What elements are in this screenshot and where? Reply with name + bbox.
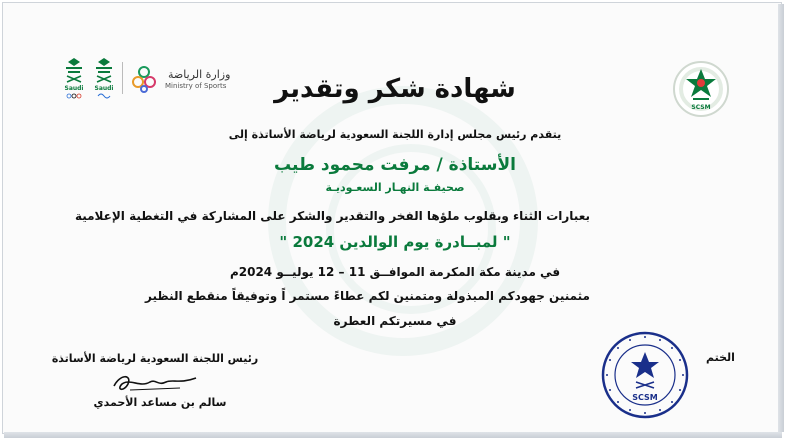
closing-text: في مسيرتكم العطرة: [333, 314, 457, 328]
ministry-name-english: Ministry of Sports: [165, 82, 227, 90]
praise-text: بعبارات الثناء وبقلوب ملؤها الفخر والتقدير والشكر على المشاركة في التغطية الإعلامية: [74, 209, 590, 223]
recipient-name: الأستاذة / مرفت محمود طيب: [274, 155, 516, 175]
stamp-text: SCSM: [632, 393, 658, 402]
intro-text: يتقدم رئيس مجلس إدارة اللجنة السعودية لرياضة الأساتذة إلى: [228, 128, 562, 141]
ministry-of-sports-logo-icon: [128, 62, 160, 94]
svg-text:Saudi: Saudi: [64, 85, 84, 92]
wishes-text: مثمنين جهودكم المبذولة ومتمنين لكم عطاءً مستمر اً وتوفيقاً منقطع النظير: [145, 289, 590, 303]
frame-right-edge: [778, 4, 784, 432]
svg-text:Saudi: Saudi: [94, 85, 114, 92]
scsm-logo-icon: [671, 59, 731, 119]
stamp-label: الختم: [706, 351, 735, 364]
official-stamp-icon: [600, 330, 690, 420]
signatory-name: سالم بن مساعد الأحمدي: [93, 396, 227, 409]
saudi-paralympic-logo-icon: [90, 56, 118, 100]
certificate-title: شهادة شكر وتقدير: [274, 74, 516, 104]
logo-separator: [122, 62, 123, 94]
signatory-title: رئيس اللجنة السعودية لرياضة الأساتذة: [51, 352, 259, 365]
saudi-olympic-logo-icon: [60, 56, 88, 100]
recipient-organization: صحيفـة النهـار السعـوديـة: [325, 181, 465, 194]
ministry-name-arabic: وزارة الرياضة: [168, 68, 231, 81]
event-name: " لمبــادرة يوم الوالدين 2024 ": [279, 233, 511, 251]
frame-bottom-edge: [4, 432, 782, 438]
location-date-text: في مدينة مكة المكرمة الموافــق 11 – 12 يوليــو 2024م: [229, 265, 561, 279]
handwritten-signature: [110, 370, 200, 396]
scsm-logo-text: SCSM: [691, 104, 711, 111]
